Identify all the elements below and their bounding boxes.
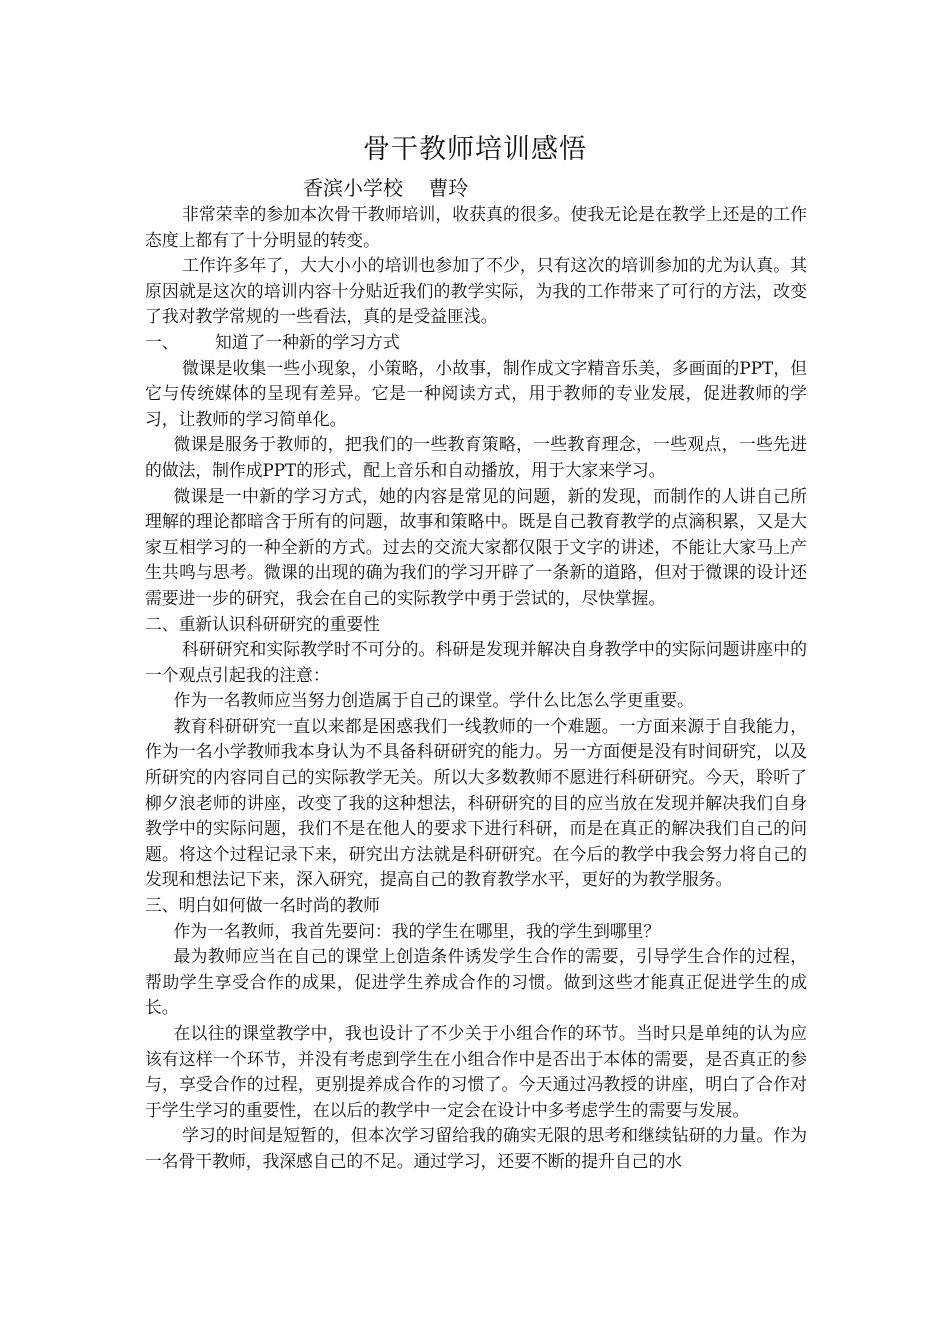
paragraph: 作为一名教师应当努力创造属于自己的课堂。学什么比怎么学更重要。 <box>173 690 694 711</box>
paragraph: 微课是一中新的学习方式，她的内容是常见的问题，新的发现，而制作的人讲自己所理解的理论都暗含于所有的问题，故事和策略中。既是自己教育教学的点滴积累，又是大家互相学习的一种全新的方式。过去的交流大家都仅限于文字的讲述，不能让大家马上产生共鸣与思考。微课的出现的确为我们的学习开辟了一条新的道路，但对于微课的设计还需要进一步的研究，我会在自己的实际教学中勇于尝试的，尽快掌握。 <box>145 485 807 608</box>
document-body <box>145 202 807 1175</box>
paragraph: 工作许多年了，大大小小的培训也参加了不少，只有这次的培训参加的尤为认真。其原因就是这次的培训内容十分贴近我们的教学实际，为我的工作带来了可行的方法，改变了我对教学常规的一些看法，真的是受益匪浅。 <box>145 255 807 327</box>
document-title: 骨干教师培训感悟 <box>363 134 587 165</box>
section-heading: 三、明白如何做一名时尚的教师 <box>145 895 380 916</box>
document-byline: 香滨小学校 曹玲 <box>303 176 469 200</box>
paragraph: 教育科研研究一直以来都是困惑我们一线教师的一个难题。一方面来源于自我能力，作为一名小学教师我本身认为不具备科研研究的能力。另一方面便是没有时间研究，以及所研究的内容同自己的实际教学无关。所以大多数教师不愿进行科研研究。今天，聆听了柳夕浪老师的讲座，改变了我的这种想法，科研研究的目的应当放在发现并解决我们自身教学中的实际问题，我们不是在他人的要求下进行科研，而是在真正的解决我们自己的问题。将这个过程记录下来，研究出方法就是科研研究。在今后的教学中我会努力将自己的发现和想法记下来，深入研究，提高自己的教育教学水平，更好的为教学服务。 <box>145 715 807 890</box>
paragraph: 最为教师应当在自己的课堂上创造条件诱发学生合作的需要，引导学生合作的过程，帮助学生享受合作的成果，促进学生养成合作的习惯。做到这些才能真正促进学生的成长。 <box>145 946 807 1018</box>
paragraph: 微课是收集一些小现象，小策略，小故事，制作成文字精音乐美，多画面的PPT，但它与传统媒体的呈现有差异。它是一种阅读方式，用于教师的专业发展，促进教师的学习，让教师的学习简单化。 <box>145 357 807 429</box>
section-heading: 二、重新认识科研研究的重要性 <box>145 613 380 634</box>
paragraph: 科研研究和实际教学时不可分的。科研是发现并解决自身教学中的实际问题讲座中的一个观点引起我的注意： <box>145 639 807 685</box>
section-heading-text: 知道了一种新的学习方式 <box>215 331 400 352</box>
paragraph: 学习的时间是短暂的，但本次学习留给我的确实无限的思考和继续钻研的力量。作为一名骨干教师，我深感自己的不足。通过学习，还要不断的提升自己的水 <box>145 1125 807 1171</box>
paragraph: 非常荣幸的参加本次骨干教师培训，收获真的很多。使我无论是在教学上还是的工作态度上都有了十分明显的转变。 <box>145 204 807 250</box>
section-heading <box>145 330 807 356</box>
paragraph: 在以往的课堂教学中，我也设计了不少关于小组合作的环节。当时只是单纯的认为应该有这样一个环节，并没有考虑到学生在小组合作中是否出于本体的需要，是否真正的参与，享受合作的过程，更别提养成合作的习惯了。今天通过冯教授的讲座，明白了合作对于学生学习的重要性，在以后的教学中一定会在设计中多考虑学生的需要与发展。 <box>145 1023 807 1120</box>
paragraph: 作为一名教师，我首先要问：我的学生在哪里，我的学生到哪里？ <box>173 920 661 941</box>
section-number: 一、 <box>145 331 179 352</box>
paragraph: 微课是服务于教师的，把我们的一些教育策略，一些教育理念，一些观点，一些先进的做法，制作成PPT的形式，配上音乐和自动播放，用于大家来学习。 <box>145 434 807 480</box>
